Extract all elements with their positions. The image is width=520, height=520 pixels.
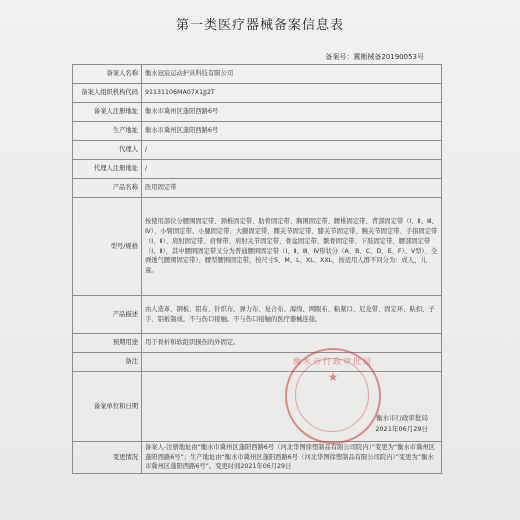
field-value: 由人造革、钢板、铝布、针织布、弹力布、复合布、海绵、网眼布、粘紧口、尼龙带、固定环、粘扣、子手、铝板制成。不与伤口接触。不与伤口接触的医疗器械连接。 [142,296,442,334]
field-value: 91131106MA07X1JJ2T [142,84,442,103]
field-value: 按使用部位分腰围固定带、颈椎固定带、肋骨固定带、胸围固定带、腰椎固定带、背部固定带（Ⅰ、Ⅱ、Ⅲ、Ⅳ）、小臂固定带、小腿固定带、大腿固定带、踝关节固定带、膝关节固定带、腕关节固定带、手指固定带（Ⅰ、Ⅱ）、肩肘固定带、肩臂带、肩肘关节固定带、骨盆固定带、髌骨固定带、下肢固定带、腰部固定带（Ⅰ、Ⅱ），其中腰围固定带又分为普通腰围固定带（Ⅰ、Ⅱ、Ⅲ、Ⅳ形状分（A、B、C、D、E、F）、V型）、全弹透气腰围固定带）、腰型腰围固定带，按尺寸S、M、L、XL、XXL，按适用人群不同分为：成人、儿童。 [142,198,442,296]
table-row [73,198,442,296]
table-row [73,179,442,198]
field-value: 医用固定带 [142,179,442,198]
table-row [73,141,442,160]
table-row [73,103,442,122]
record-number: 备案号：冀衡械备20190053号 [325,53,424,61]
field-label: 生产地址 [73,122,142,141]
issue-date: 2021年06月29日 [375,424,428,433]
field-label: 备案人注册地址 [73,103,142,122]
table-row [73,334,442,353]
table-row [73,442,442,474]
table-row [73,84,442,103]
field-label: 备注 [73,353,142,372]
official-seal [285,348,381,444]
field-value: 衡水市冀州区蓬阳西路6号 [142,122,442,141]
star-icon: ★ [327,370,339,384]
table-row [73,122,442,141]
table-row [73,160,442,179]
issuing-org: 衡水市行政审批局 [376,414,428,423]
field-label: 型号/规格 [73,198,142,296]
table-row [73,372,442,442]
field-value: 备案人-注册地址由“衡水市冀州区蓬阳西路6号（河北华图徐塑制品有限公司院内）”变更为“衡水市冀州区蓬阳西路6号”；生产地址由“衡水市冀州区蓬阳西路6号（河北华图徐塑制品有限公司院内）”变更为“衡水市冀州区蓬阳西路6号”。变更时间2021年06月29日 [142,442,442,474]
field-label: 备案人组织机构代码 [73,84,142,103]
field-label: 代理人注册地址 [73,160,142,179]
table-row [73,296,442,334]
field-label: 预期用途 [73,334,142,353]
field-value: 衡水市冀州区蓬阳西路6号 [142,103,442,122]
field-label: 变更情况 [73,442,142,474]
field-value: / [142,160,442,179]
seal-arc-text: 衡水市行政审批局 [293,357,373,366]
field-label: 产品描述 [73,296,142,334]
table-row [73,353,442,372]
field-label: 备案人名称 [73,65,142,84]
field-label: 产品名称 [73,179,142,198]
page-title: 第一类医疗器械备案信息表 [175,18,344,33]
table-row [73,65,442,84]
field-label: 备案单位和日期 [73,372,142,442]
field-value: 衡水冠宸运动护具科技有限公司 [142,65,442,84]
field-value: 用于骨折和软组织损伤的外固定。 [142,334,442,353]
field-value: / [142,141,442,160]
field-label: 代理人 [73,141,142,160]
record-table [72,64,442,474]
